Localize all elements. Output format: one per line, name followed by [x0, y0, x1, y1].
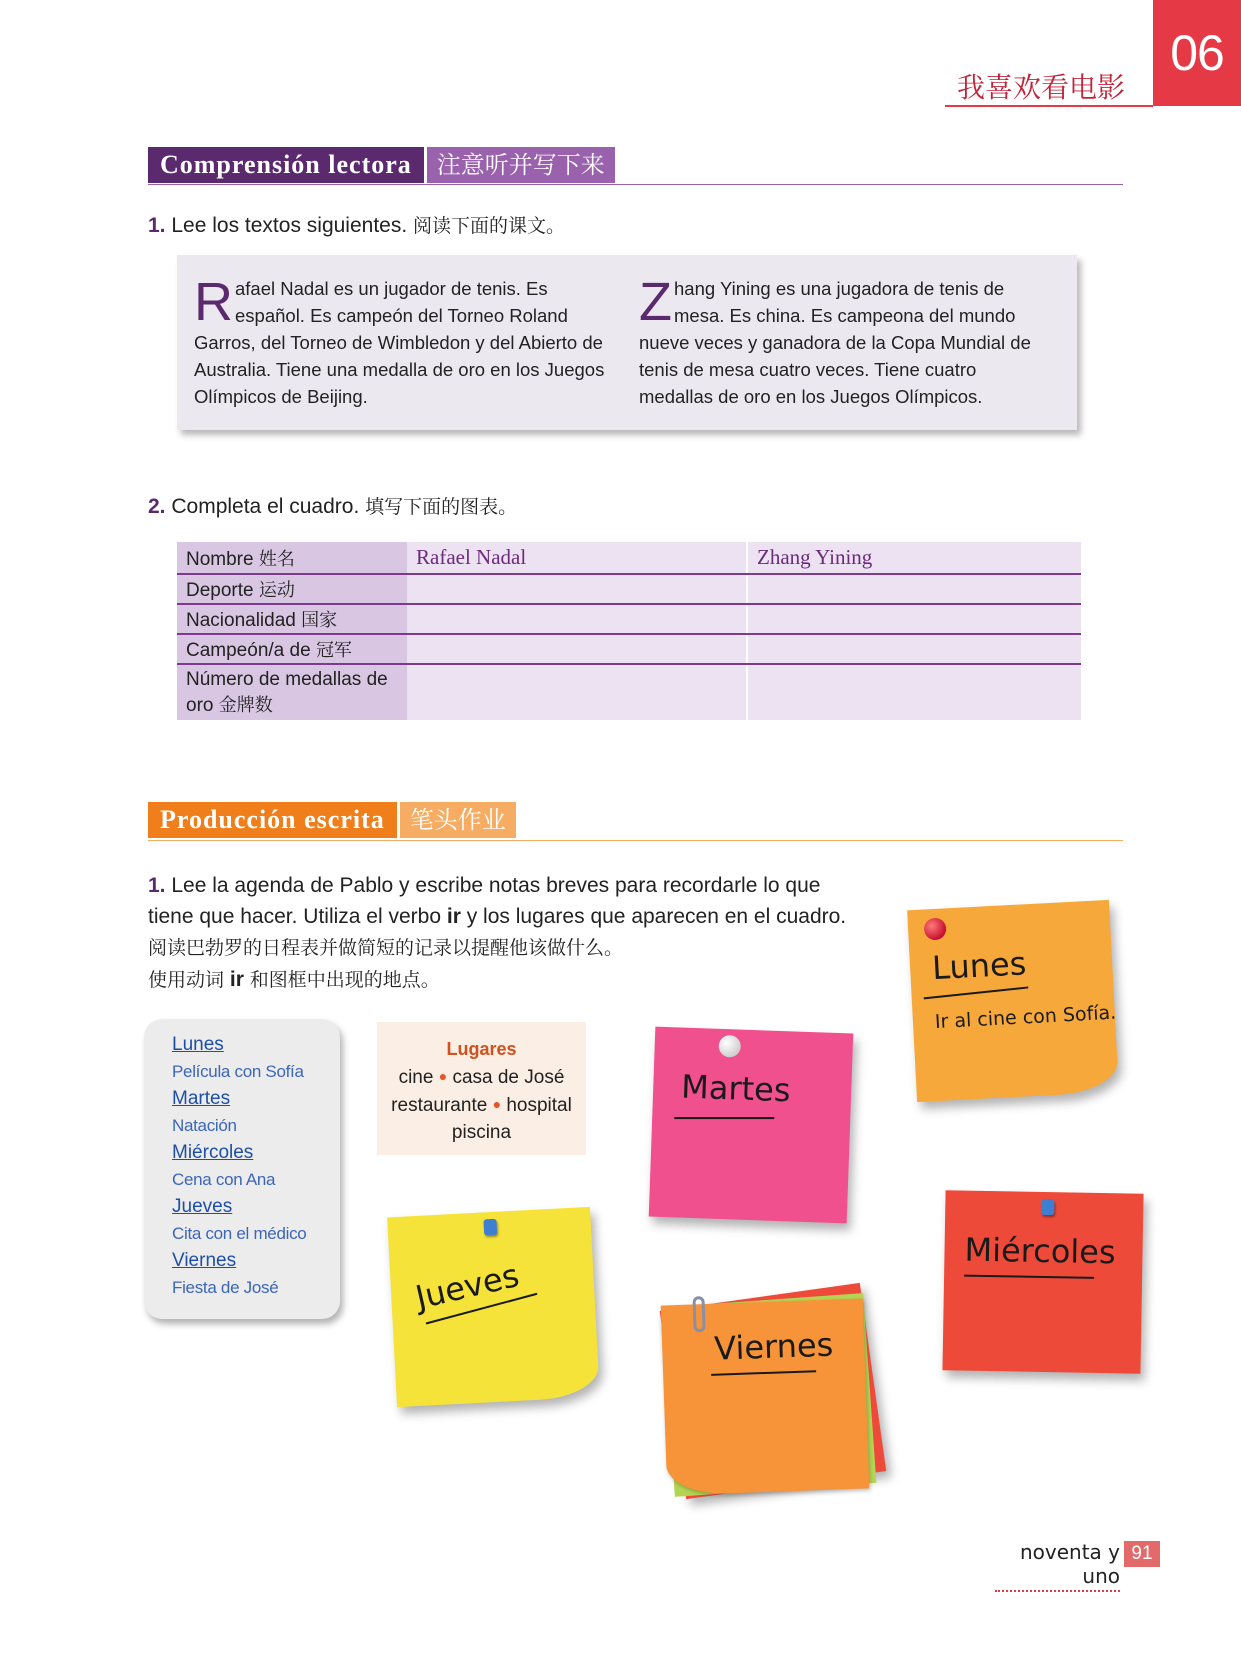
- question-number: 1.: [148, 214, 166, 237]
- row-label: Nombre 姓名: [177, 542, 407, 574]
- blue-pin-icon: [483, 1219, 497, 1236]
- section-rule: [148, 184, 1123, 185]
- note-text: Ir al cine con Sofía.: [934, 1001, 1117, 1034]
- sticky-note-miercoles: [942, 1190, 1143, 1373]
- dropcap: Z: [639, 272, 672, 332]
- agenda-note: Película con Sofía: [172, 1062, 304, 1081]
- row-label: Deporte 运动: [177, 574, 407, 604]
- agenda-note: Cita con el médico: [172, 1224, 307, 1243]
- instruction-text: Completa el cuadro.: [171, 495, 360, 518]
- table-row: [177, 634, 1081, 664]
- verb-ir: ir: [446, 905, 461, 928]
- verb-ir: ir: [229, 968, 244, 991]
- agenda-day: Miércoles: [172, 1142, 254, 1163]
- answer-cell[interactable]: [747, 634, 1081, 664]
- note-day: Viernes: [713, 1325, 834, 1368]
- reading-box: [177, 255, 1077, 430]
- table-row: [177, 604, 1081, 634]
- page-number-words: noventa y uno: [995, 1540, 1120, 1592]
- reading-text: afael Nadal es un jugador de tenis. Es español. Es campeón del Torneo Roland Garros, del Torneo de Wimbledon y del Abierto de Australia. Tiene una medalla de oro en los Juegos Olímpicos de Beijing.: [194, 278, 605, 407]
- note-underline: [711, 1370, 816, 1376]
- note-day: Lunes: [931, 944, 1028, 988]
- instruction-text: Lee la agenda de Pablo y escribe notas breves para recordarle lo que tiene que hacer. Utiliza el verbo: [148, 874, 821, 928]
- agenda-day: Jueves: [172, 1196, 233, 1217]
- instruction-produccion: [148, 870, 858, 996]
- row-label: Número de medallas de oro 金牌数: [177, 664, 407, 720]
- section-title-zh: 注意听并写下来: [427, 147, 615, 183]
- instruction-text-zh: 阅读下面的课文。: [413, 215, 566, 237]
- page-number: 91: [1124, 1541, 1160, 1567]
- question-number: 2.: [148, 495, 166, 518]
- instruction-q2: [148, 492, 517, 519]
- sticky-note-jueves: [387, 1207, 600, 1407]
- row-label: Nacionalidad 国家: [177, 604, 407, 634]
- instruction-text: y los lugares que aparecen en el cuadro.: [466, 905, 847, 928]
- pablo-agenda: [144, 1019, 340, 1319]
- white-pin-icon: [718, 1035, 741, 1058]
- sticky-note-viernes: [661, 1299, 870, 1496]
- reading-text: hang Yining es una jugadora de tenis de mesa. Es china. Es campeona del mundo nueve veces y ganadora de la Copa Mundial de tenis de mesa cuatro veces. Tiene cuatro medallas de oro en los Juegos Olímpicos.: [639, 278, 1031, 407]
- section-header-comprension: [148, 147, 615, 183]
- sticky-note-lunes: [907, 900, 1119, 1102]
- instruction-text: Lee los textos siguientes.: [171, 214, 408, 237]
- question-number: 1.: [148, 874, 166, 897]
- paper-clip-icon: [692, 1296, 705, 1332]
- lugares-title: Lugares: [446, 1039, 517, 1059]
- note-day: Martes: [680, 1067, 792, 1110]
- agenda-day: Viernes: [172, 1250, 237, 1271]
- answer-cell[interactable]: [747, 604, 1081, 634]
- unit-number-tab: 06: [1153, 0, 1241, 106]
- agenda-note: Natación: [172, 1116, 237, 1135]
- note-underline: [924, 986, 1029, 999]
- instruction-text-zh: 使用动词: [148, 969, 225, 991]
- instruction-text-zh: 和图框中出现的地点。: [249, 969, 440, 991]
- lugares-box: [377, 1022, 586, 1155]
- table-row: [177, 664, 1081, 720]
- note-day: Jueves: [411, 1256, 523, 1317]
- sticky-note-martes: [649, 1027, 854, 1224]
- lugares-line: cine ● casa de José: [398, 1067, 565, 1088]
- answer-cell[interactable]: [407, 574, 747, 604]
- lugares-line: restaurante ● hospital: [391, 1095, 572, 1116]
- answer-cell[interactable]: [747, 574, 1081, 604]
- name-cell-nadal: Rafael Nadal: [407, 542, 747, 574]
- note-underline: [964, 1275, 1094, 1279]
- text-zhang-yining: [639, 272, 1049, 410]
- lugares-line: piscina: [451, 1122, 512, 1143]
- section-rule: [148, 840, 1123, 841]
- note-underline: [674, 1117, 774, 1119]
- instruction-q1: [148, 211, 565, 238]
- agenda-day: Martes: [172, 1088, 231, 1109]
- answer-cell[interactable]: [747, 664, 1081, 720]
- agenda-day: Lunes: [172, 1034, 224, 1055]
- agenda-note: Fiesta de José: [172, 1278, 279, 1297]
- unit-title: 我喜欢看电影: [956, 71, 1125, 104]
- table-row: [177, 574, 1081, 604]
- text-rafael-nadal: [194, 272, 609, 410]
- note-day: Miércoles: [964, 1230, 1116, 1272]
- section-header-produccion: [148, 802, 516, 838]
- dropcap: R: [194, 272, 233, 332]
- section-title-zh: 笔头作业: [400, 802, 516, 838]
- name-cell-zhang: Zhang Yining: [747, 542, 1081, 574]
- section-title-es: Comprensión lectora: [148, 147, 424, 183]
- instruction-text-zh: 填写下面的图表。: [365, 496, 518, 518]
- instruction-text-zh: 阅读巴勃罗的日程表并做简短的记录以提醒他该做什么。: [148, 937, 624, 959]
- table-row: [177, 542, 1081, 574]
- answer-cell[interactable]: [407, 604, 747, 634]
- row-label: Campeón/a de 冠军: [177, 634, 407, 664]
- completion-table: [177, 542, 1081, 720]
- agenda-note: Cena con Ana: [172, 1170, 276, 1189]
- unit-title-underline: [945, 105, 1153, 107]
- section-title-es: Producción escrita: [148, 802, 397, 838]
- red-pin-icon: [924, 917, 947, 940]
- answer-cell[interactable]: [407, 634, 747, 664]
- blue-pin-icon: [1041, 1199, 1054, 1215]
- answer-cell[interactable]: [407, 664, 747, 720]
